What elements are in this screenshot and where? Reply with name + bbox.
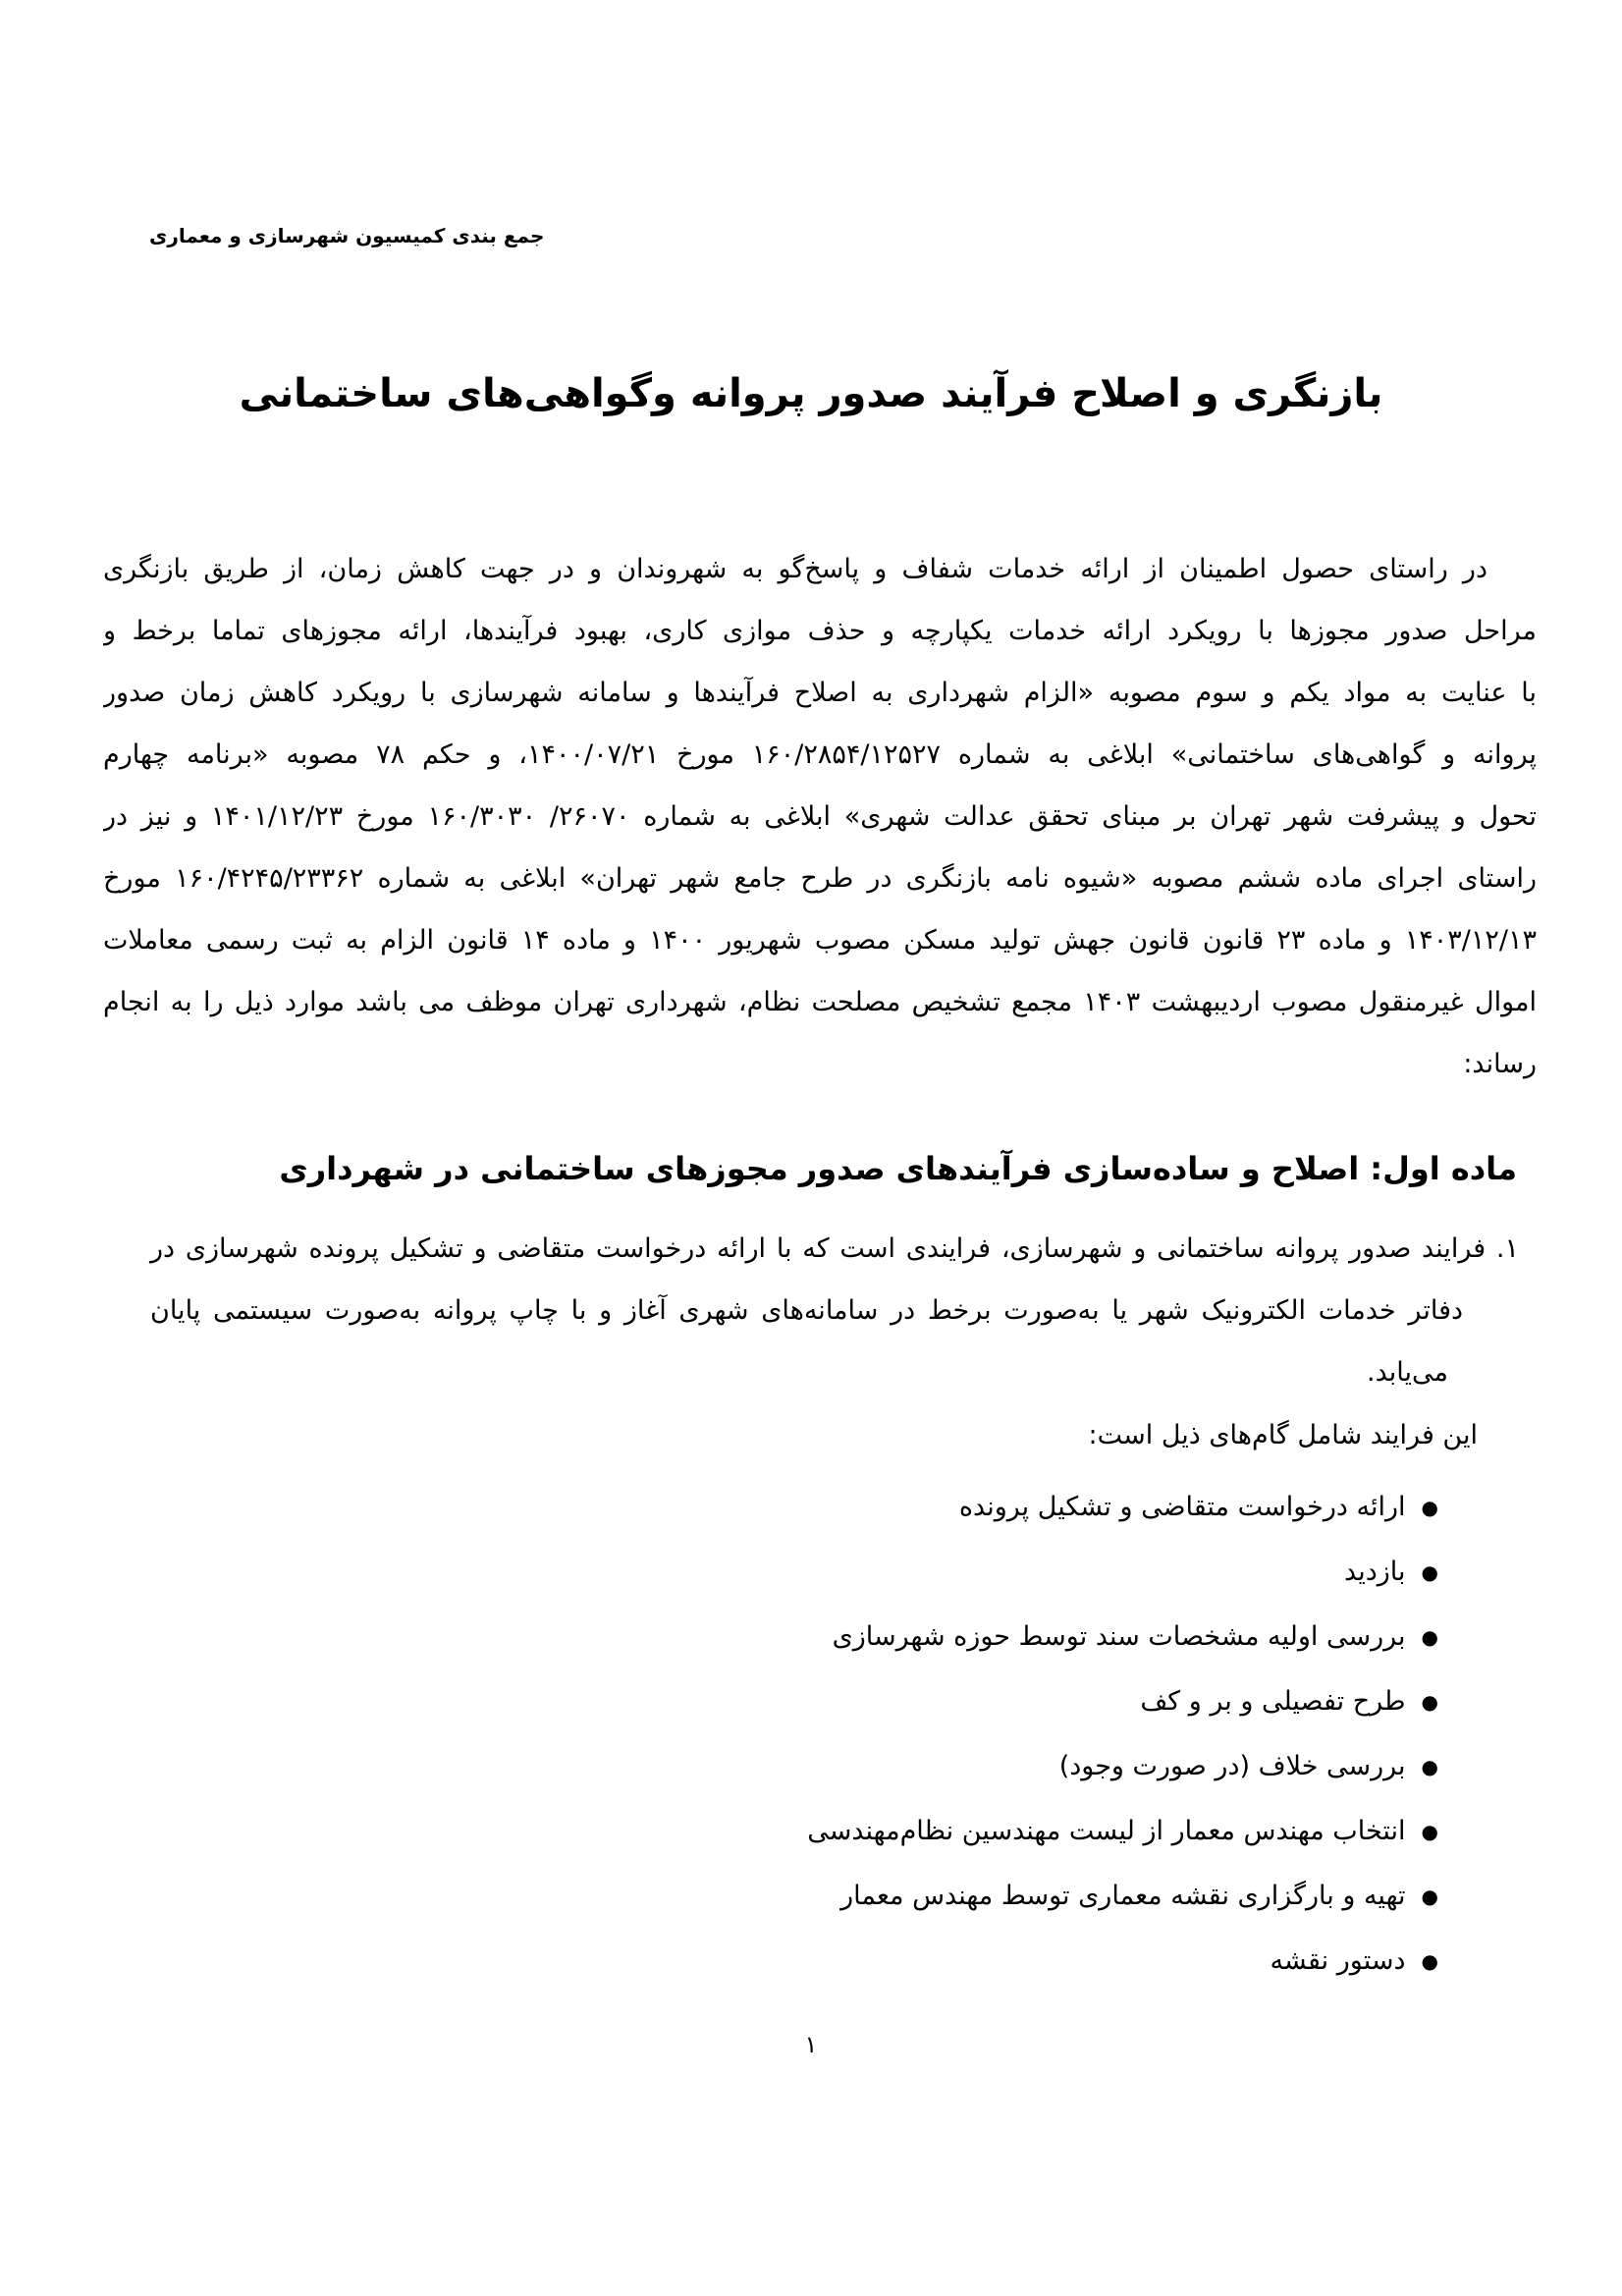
paragraph-line: در راستای حصول اطمینان از ارائه خدمات شفاف و پاسخ‌گو به شهروندان و در جهت کاهش زمان، از طریق بازنگری — [103, 554, 1487, 584]
paragraph-line: با عنایت به مواد یکم و سوم مصوبه «الزام شهرداری به اصلاح فرآیندها و سامانه شهرسازی با رویکرد کاهش زمان صدور — [103, 678, 1537, 708]
intro-paragraph — [103, 538, 1537, 1095]
list-item-label: بررسی اولیه مشخصات سند توسط حوزه شهرسازی — [832, 1621, 1406, 1652]
bullet-icon: ● — [1421, 1690, 1438, 1714]
paragraph-line: راستای اجرای ماده ششم مصوبه «شیوه نامه بازنگری در طرح جامع شهر تهران» ابلاغی به شماره ۱۶۰/۴۲۴۵/۲۳۳۶۲ مورخ — [103, 863, 1537, 894]
list-item — [103, 1864, 1537, 1929]
list-item — [103, 1929, 1537, 1994]
list-item — [103, 1734, 1537, 1799]
numbered-item-line: ۱. فرایند صدور پروانه ساختمانی و شهرسازی، فرایندی است که با ارائه درخواست متقاضی و تشکیل پرونده شهرسازی در — [150, 1233, 1519, 1264]
list-item-label: بررسی خلاف (در صورت وجود) — [1058, 1751, 1406, 1781]
list-item-label: طرح تفصیلی و بر و کف — [1140, 1686, 1406, 1717]
list-item — [103, 1669, 1537, 1734]
paragraph-line: تحول و پیشرفت شهر تهران بر مبنای تحقق عدالت شهری» ابلاغی به شماره ۲۶۰۷۰/ ۱۶۰/۳۰۳۰ مورخ ۱۴۰۱/۱۲/۲۳ و نیز در — [103, 801, 1537, 832]
bullet-icon: ● — [1421, 1496, 1438, 1519]
paragraph-line: پروانه و گواهی‌های ساختمانی» ابلاغی به شماره ۱۶۰/۲۸۵۴/۱۲۵۲۷ مورخ ۱۴۰۰/۰۷/۲۱، و حکم ۷۸ مصوبه «برنامه چهارم — [103, 739, 1537, 770]
section-heading: ماده اول: اصلاح و ساده‌سازی فرآیندهای صدور مجوزهای ساختمانی در شهرداری — [279, 1150, 1517, 1187]
paragraph-line: رساند: — [1463, 1049, 1537, 1079]
bullet-icon: ● — [1421, 1949, 1438, 1973]
bullet-icon: ● — [1421, 1625, 1438, 1649]
document-title: بازنگری و اصلاح فرآیند صدور پروانه وگواهی‌های ساختمانی — [239, 371, 1383, 416]
steps-intro: این فرایند شامل گام‌های ذیل است: — [1088, 1420, 1478, 1450]
list-item-label: ارائه درخواست متقاضی و تشکیل پرونده — [958, 1492, 1406, 1522]
numbered-item-line: می‌یابد. — [1367, 1357, 1448, 1388]
bullet-icon: ● — [1421, 1755, 1438, 1778]
paragraph-line: مراحل صدور مجوزها با رویکرد ارائه خدمات یکپارچه و حذف موازی کاری، بهبود فرآیندها، ارائه مجوزهای تماما برخط و — [103, 616, 1537, 646]
list-item — [103, 1540, 1537, 1605]
steps-bullet-list — [103, 1475, 1537, 1994]
list-item-label: دستور نقشه — [1270, 1945, 1406, 1976]
bullet-icon: ● — [1421, 1885, 1438, 1908]
list-item — [103, 1799, 1537, 1864]
page-number: ۱ — [804, 2031, 818, 2058]
bullet-icon: ● — [1421, 1560, 1438, 1584]
list-item — [103, 1605, 1537, 1669]
paragraph-line: ۱۴۰۳/۱۲/۱۳ و ماده ۲۳ قانون قانون جهش تولید مسکن مصوب شهریور ۱۴۰۰ و ماده ۱۴ قانون الزام به ثبت رسمی معاملات — [103, 925, 1537, 956]
numbered-item-line: دفاتر خدمات الکترونیک شهر یا به‌صورت برخط در سامانه‌های شهری آغاز و با چاپ پروانه به‌صورت سیستمی پایان — [150, 1295, 1463, 1326]
bullet-icon: ● — [1421, 1820, 1438, 1843]
list-item-label: انتخاب مهندس معمار از لیست مهندسین نظام‌مهندسی — [807, 1816, 1406, 1846]
list-item — [103, 1475, 1537, 1540]
list-item-label: بازدید — [1344, 1557, 1406, 1587]
paragraph-line: اموال غیرمنقول مصوب اردیبهشت ۱۴۰۳ مجمع تشخیص مصلحت نظام، شهرداری تهران موظف می باشد موارد ذیل را به انجام — [103, 987, 1537, 1017]
numbered-item — [103, 1218, 1537, 1403]
document-header: جمع بندی کمیسیون شهرسازی و معماری — [149, 224, 545, 247]
list-item-label: تهیه و بارگزاری نقشه معماری توسط مهندس معمار — [840, 1881, 1406, 1911]
